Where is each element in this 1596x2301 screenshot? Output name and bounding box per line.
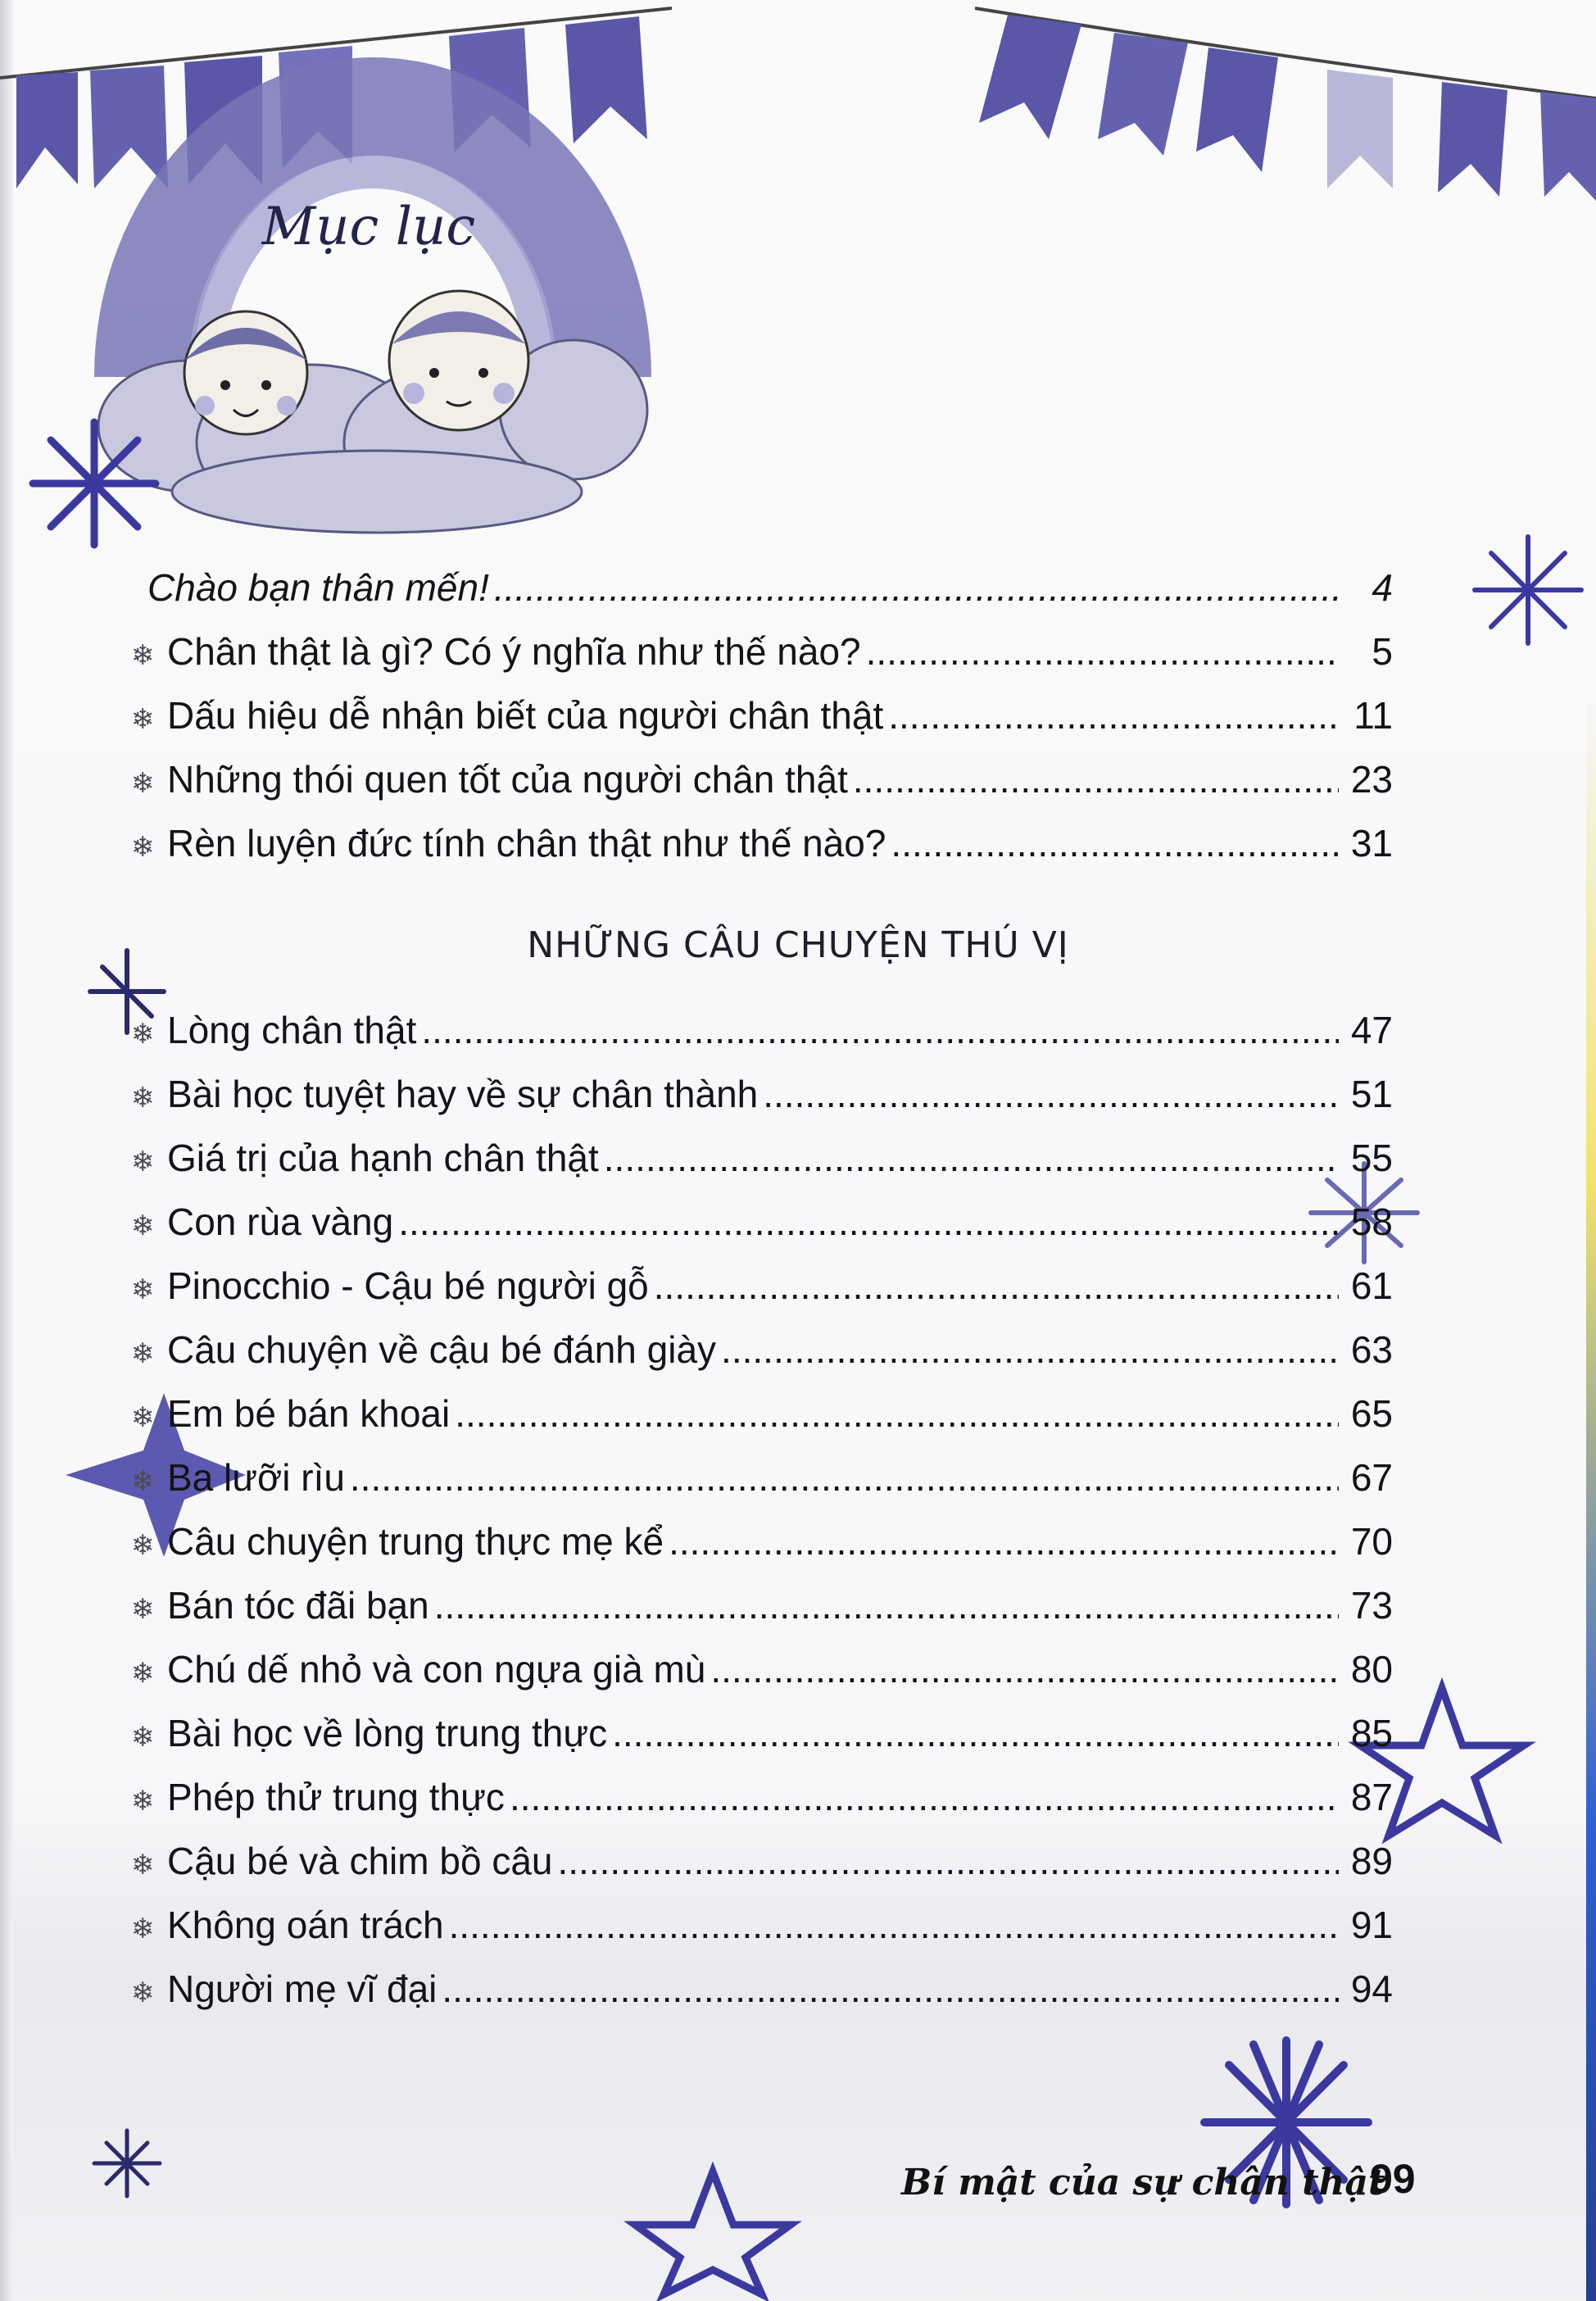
- toc-entry-page: 70: [1350, 1520, 1393, 1563]
- toc-entry[interactable]: [131, 1839, 1393, 1903]
- toc-entry-page: 87: [1350, 1776, 1393, 1818]
- toc-entry[interactable]: [131, 821, 1393, 885]
- snowflake-bullet-icon: ❄: [131, 1402, 155, 1433]
- snowflake-bullet-icon: ❄: [131, 1274, 155, 1305]
- snowflake-bullet-icon: ❄: [131, 1977, 155, 2008]
- snowflake-bullet-icon: ❄: [131, 1658, 155, 1689]
- toc-entry[interactable]: [131, 1711, 1393, 1775]
- toc-entry-page: 91: [1350, 1904, 1393, 1946]
- snowflake-bullet-icon: ❄: [131, 1146, 155, 1178]
- toc-entry[interactable]: [131, 1391, 1393, 1455]
- toc-entry-page: 31: [1350, 822, 1393, 865]
- toc-entry-label: Bài học về lòng trung thực: [167, 1712, 608, 1754]
- toc-entry[interactable]: [131, 629, 1393, 693]
- toc-entry-label: Lòng chân thật: [167, 1009, 417, 1051]
- toc-entry-label: Bán tóc đãi bạn: [167, 1584, 429, 1627]
- toc-entry[interactable]: [131, 1455, 1393, 1519]
- snowflake-bullet-icon: ❄: [131, 1466, 155, 1497]
- page-number: 99: [1370, 2156, 1416, 2202]
- toc-entry-page: 85: [1350, 1712, 1393, 1754]
- toc-entry-page: 89: [1350, 1840, 1393, 1882]
- toc-entry-page: 94: [1350, 1967, 1393, 2010]
- toc-entry[interactable]: [131, 1647, 1393, 1711]
- toc-entry-label: Câu chuyện trung thực mẹ kể: [167, 1520, 664, 1563]
- running-footer-title: Bí mật của sự chân thật: [901, 2162, 1385, 2203]
- toc-entry[interactable]: [131, 1136, 1393, 1200]
- snowflake-bullet-icon: ❄: [131, 1722, 155, 1753]
- toc-entry[interactable]: [131, 1328, 1393, 1391]
- snowflake-bullet-icon: ❄: [131, 1210, 155, 1241]
- bunting-flags-icon: [975, 8, 1596, 201]
- toc-entry-page: 73: [1350, 1584, 1393, 1627]
- snowflake-bullet-icon: ❄: [131, 1849, 155, 1881]
- toc-entry-page: 55: [1350, 1137, 1393, 1179]
- toc-entry-label: Chân thật là gì? Có ý nghĩa như thế nào?: [167, 630, 861, 673]
- toc-entry-page: 11: [1353, 694, 1393, 737]
- snowflake-bullet-icon: ❄: [131, 832, 155, 863]
- toc-entry-label: Rèn luyện đức tính chân thật như thế nào?: [167, 822, 886, 865]
- five-point-star-icon: [635, 2172, 791, 2294]
- snowflake-bullet-icon: ❄: [131, 1338, 155, 1369]
- snowflake-bullet-icon: ❄: [131, 1019, 155, 1050]
- toc-entry-page: 23: [1350, 758, 1393, 801]
- snowflake-bullet-icon: ❄: [131, 1594, 155, 1625]
- toc-entry-intro[interactable]: [147, 565, 1393, 629]
- toc-entry[interactable]: [131, 1967, 1393, 2031]
- toc-entry-page: 47: [1350, 1009, 1393, 1051]
- toc-entry-label: Những thói quen tốt của người chân thật: [167, 758, 848, 801]
- star-burst-icon: [94, 2131, 160, 2196]
- toc-entry-label: Chào bạn thân mến!: [147, 566, 489, 609]
- toc-entry[interactable]: [131, 693, 1393, 757]
- story-list: [131, 1008, 1393, 2031]
- toc-entry-label: Câu chuyện về cậu bé đánh giày: [167, 1328, 717, 1371]
- toc-entry-page: 5: [1372, 630, 1393, 673]
- snowflake-bullet-icon: ❄: [131, 640, 155, 671]
- toc-entry-page: 51: [1350, 1073, 1393, 1115]
- toc-entry-label: Giá trị của hạnh chân thật: [167, 1137, 599, 1179]
- toc-entry-label: Pinocchio - Cậu bé người gỗ: [167, 1264, 649, 1307]
- toc-title: Mục lục: [261, 197, 476, 257]
- toc-entry-page: 67: [1350, 1456, 1393, 1499]
- star-burst-icon: [33, 422, 156, 545]
- toc-entry-label: Chú dế nhỏ và con ngựa già mù: [167, 1648, 706, 1691]
- toc-entry-page: 58: [1350, 1200, 1393, 1243]
- toc-entry-page: 80: [1350, 1648, 1393, 1691]
- toc-entry[interactable]: [131, 1583, 1393, 1647]
- snowflake-bullet-icon: ❄: [131, 768, 155, 799]
- toc-entry-page: 61: [1350, 1264, 1393, 1307]
- toc-entry[interactable]: [131, 1519, 1393, 1583]
- star-burst-icon: [1475, 537, 1581, 643]
- toc-entry[interactable]: [131, 1775, 1393, 1839]
- cloud-icon: [98, 340, 647, 533]
- toc-entry-page: 65: [1350, 1392, 1393, 1435]
- toc-entry[interactable]: [131, 757, 1393, 821]
- girl-face-icon: [184, 311, 307, 434]
- snowflake-bullet-icon: ❄: [131, 1913, 155, 1945]
- toc-entry-label: Người mẹ vĩ đại: [167, 1967, 438, 2010]
- table-of-contents: [131, 565, 1393, 885]
- toc-entry-label: Ba lưỡi rìu: [167, 1456, 345, 1499]
- toc-entry-label: Phép thử trung thực: [167, 1776, 505, 1818]
- toc-entry-label: Không oán trách: [167, 1904, 444, 1946]
- toc-entry[interactable]: [131, 1200, 1393, 1264]
- toc-entry-page: 63: [1350, 1328, 1393, 1371]
- snowflake-bullet-icon: ❄: [131, 1786, 155, 1817]
- snowflake-bullet-icon: ❄: [131, 704, 155, 735]
- toc-entry[interactable]: [131, 1008, 1393, 1072]
- toc-entry-label: Con rùa vàng: [167, 1200, 394, 1243]
- toc-entry-page: 4: [1372, 566, 1393, 609]
- toc-entry-label: Em bé bán khoai: [167, 1392, 451, 1435]
- toc-entry-label: Bài học tuyệt hay về sự chân thành: [167, 1073, 759, 1115]
- toc-entry[interactable]: [131, 1264, 1393, 1328]
- snowflake-bullet-icon: ❄: [131, 1082, 155, 1114]
- toc-entry-label: Cậu bé và chim bồ câu: [167, 1840, 553, 1882]
- toc-entry-label: Dấu hiệu dễ nhận biết của người chân thật: [167, 694, 884, 737]
- boy-face-icon: [389, 291, 528, 430]
- toc-entry[interactable]: [131, 1072, 1393, 1136]
- section-heading: NHỮNG CÂU CHUYỆN THÚ VỊ: [527, 924, 1069, 966]
- toc-entry[interactable]: [131, 1903, 1393, 1967]
- snowflake-bullet-icon: ❄: [131, 1530, 155, 1561]
